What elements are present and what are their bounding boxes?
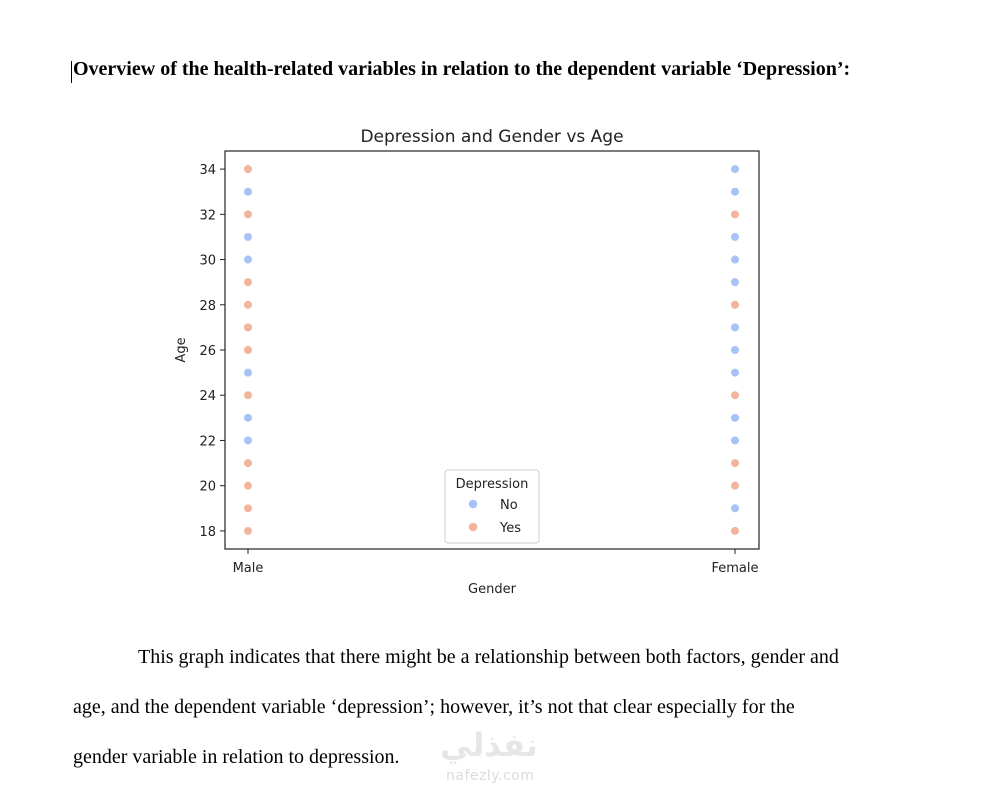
legend-label: Yes xyxy=(500,521,521,536)
legend-marker xyxy=(469,500,478,509)
section-heading: Overview of the health-related variables in relation to the dependent variable ‘Depression’: xyxy=(73,58,851,80)
y-tick-label: 22 xyxy=(199,434,216,450)
y-tick-label: 18 xyxy=(199,524,216,540)
paragraph-line-3: gender variable in relation to depression. xyxy=(73,746,400,768)
y-tick-label: 34 xyxy=(199,163,216,179)
watermark-logo xyxy=(440,728,560,790)
data-point xyxy=(244,481,253,490)
data-point xyxy=(244,278,253,287)
data-point xyxy=(244,414,253,423)
text-cursor xyxy=(71,61,72,83)
y-tick-label: 28 xyxy=(199,298,216,314)
data-point xyxy=(731,436,740,445)
legend-title: Depression xyxy=(455,477,529,492)
data-point xyxy=(244,346,253,355)
data-point xyxy=(244,300,253,309)
data-point xyxy=(731,210,740,219)
data-point xyxy=(731,323,740,332)
data-point xyxy=(731,278,740,287)
x-tick-label: Female xyxy=(711,561,759,576)
data-point xyxy=(244,436,253,445)
data-point xyxy=(731,481,740,490)
data-point xyxy=(244,165,253,174)
watermark-url: nafezly.com xyxy=(446,768,535,784)
data-point xyxy=(244,504,253,513)
paragraph-line-2: age, and the dependent variable ‘depression’; however, it’s not that clear especially for the xyxy=(73,696,795,718)
y-axis-label: Age xyxy=(174,337,189,363)
data-point xyxy=(731,346,740,355)
data-point xyxy=(244,459,253,468)
legend-label: No xyxy=(500,498,518,513)
x-axis-label: Gender xyxy=(468,582,516,597)
data-point xyxy=(731,459,740,468)
data-point xyxy=(731,414,740,423)
data-point xyxy=(731,165,740,174)
y-tick-label: 26 xyxy=(199,344,216,359)
x-tick-label: Male xyxy=(232,561,264,576)
data-point xyxy=(731,233,740,242)
data-point xyxy=(731,187,740,196)
data-point xyxy=(244,233,253,242)
data-point xyxy=(731,391,740,400)
data-point xyxy=(731,527,740,536)
scatter-chart xyxy=(160,118,800,608)
data-point xyxy=(244,391,253,400)
data-point xyxy=(731,300,740,309)
watermark-arabic: نفذلي xyxy=(440,726,538,764)
chart-title: Depression and Gender vs Age xyxy=(360,127,624,147)
legend-marker xyxy=(469,523,478,532)
data-point xyxy=(731,504,740,513)
data-point xyxy=(731,255,740,264)
data-point xyxy=(244,255,253,264)
y-tick-label: 20 xyxy=(199,479,216,495)
y-tick-label: 24 xyxy=(199,389,216,405)
paragraph-line-1: This graph indicates that there might be a relationship between both factors, gender and xyxy=(138,646,839,668)
data-point xyxy=(244,187,253,196)
data-point xyxy=(244,368,253,377)
data-point xyxy=(244,210,253,219)
data-point xyxy=(244,323,253,332)
y-tick-label: 32 xyxy=(199,208,216,224)
y-tick-label: 30 xyxy=(199,253,216,269)
data-point xyxy=(731,368,740,377)
data-point xyxy=(244,527,253,536)
